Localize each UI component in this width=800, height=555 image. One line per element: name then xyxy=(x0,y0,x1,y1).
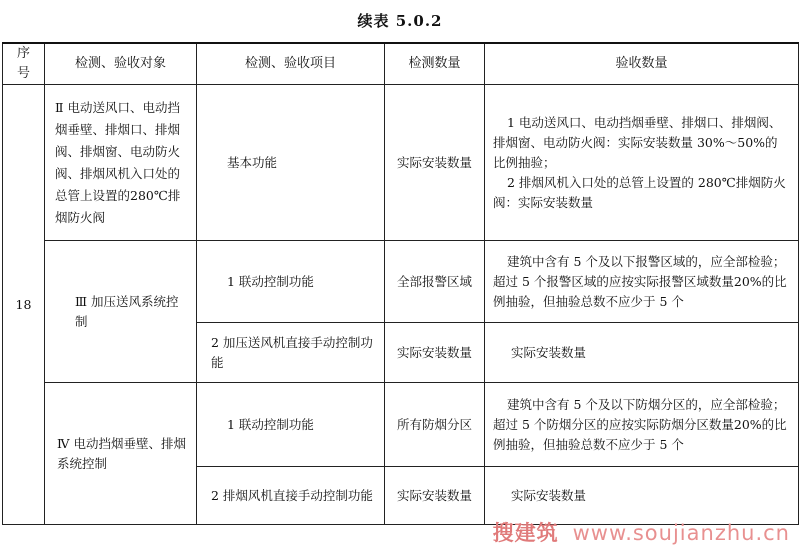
header-accept: 验收数量 xyxy=(485,43,799,85)
item-cell: 基本功能 xyxy=(197,85,385,241)
table-row xyxy=(3,85,799,241)
count-cell: 实际安装数量 xyxy=(385,467,485,525)
accept-line: 2 排烟风机入口处的总管上设置的 280℃排烟防火阀：实际安装数量 xyxy=(493,174,786,210)
accept-line: 1 电动送风口、电动挡烟垂壁、排烟口、排烟阀、排烟窗、电动防火阀：实际安装数量 30%～50%的比例抽验； xyxy=(493,114,782,170)
object-cell: Ⅳ 电动挡烟垂壁、排烟系统控制 xyxy=(45,383,197,525)
header-seq: 序号 xyxy=(3,43,45,85)
item-cell: 1 联动控制功能 xyxy=(197,383,385,467)
table-header-row xyxy=(3,43,799,85)
count-cell: 实际安装数量 xyxy=(385,323,485,383)
header-object: 检测、验收对象 xyxy=(45,43,197,85)
table-row xyxy=(3,383,799,467)
watermark xyxy=(493,517,790,547)
accept-cell: 建筑中含有 5 个及以下报警区域的，应全部检验；超过 5 个报警区域的应按实际报警区域数量20%的比例抽验，但抽验总数不应少于 5 个 xyxy=(485,241,799,323)
item-cell: 1 联动控制功能 xyxy=(197,241,385,323)
object-cell: Ⅱ 电动送风口、电动挡烟垂壁、排烟口、排烟阀、排烟窗、电动防火阀、排烟风机入口处的总管上设置的280℃排烟防火阀 xyxy=(45,85,197,241)
object-cell: Ⅲ 加压送风系统控制 xyxy=(45,241,197,383)
acceptance-table xyxy=(2,42,799,525)
seq-cell: 18 xyxy=(3,85,45,525)
accept-cell: 建筑中含有 5 个及以下防烟分区的，应全部检验；超过 5 个防烟分区的应按实际防烟分区数量20%的比例抽验，但抽验总数不应少于 5 个 xyxy=(485,383,799,467)
header-count: 检测数量 xyxy=(385,43,485,85)
count-cell: 全部报警区域 xyxy=(385,241,485,323)
table-title: 续表 5.0.2 xyxy=(357,12,443,30)
watermark-logo-text: 搜建筑 xyxy=(492,521,559,545)
table-row xyxy=(3,241,799,323)
count-cell: 实际安装数量 xyxy=(385,85,485,241)
watermark-url: www.soujianzhu.cn xyxy=(572,521,790,545)
accept-cell xyxy=(485,85,799,241)
accept-cell: 实际安装数量 xyxy=(485,467,799,525)
item-cell: 2 排烟风机直接手动控制功能 xyxy=(197,467,385,525)
item-cell: 2 加压送风机直接手动控制功能 xyxy=(197,323,385,383)
count-cell: 所有防烟分区 xyxy=(385,383,485,467)
accept-cell: 实际安装数量 xyxy=(485,323,799,383)
header-item: 检测、验收项目 xyxy=(197,43,385,85)
